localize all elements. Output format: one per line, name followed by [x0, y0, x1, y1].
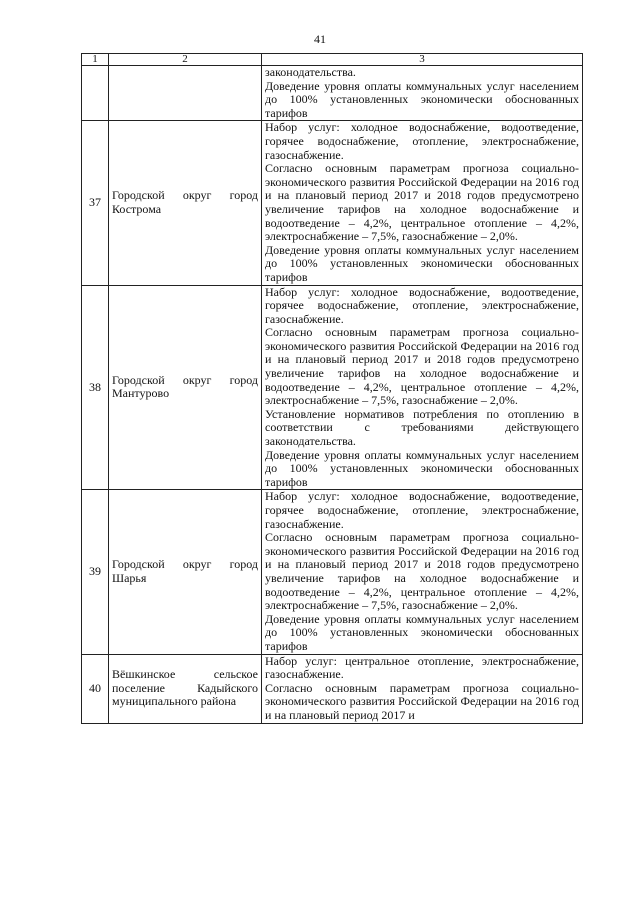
measure-paragraph: Доведение уровня оплаты коммунальных услуг населением до 100% установленных экономически обоснованных тарифов [265, 78, 579, 120]
measure-paragraph: Установление нормативов потребления по отоплению в соответствии с требованиями действующего законодательства. [265, 406, 579, 449]
row-number: 39 [82, 490, 109, 654]
measure-paragraph: Доведение уровня оплаты коммунальных услуг населением до 100% установленных экономически обоснованных тарифов [265, 611, 579, 653]
measure-paragraph: Согласно основным параметрам прогноза социально-экономического развития Российской Федерации на 2016 год и на плановый период 2017 и 2018 годов предусмотрено увеличение тарифов на холодное водоснабжение и водоотведение – 4,2%, центральное отопление – 4,2%, электроснабжение – 7,5%, газоснабжение – 2,0%. [265, 325, 579, 408]
municipality-name: Городской округ город Мантурово [109, 285, 262, 490]
measures-cell [262, 490, 583, 654]
measure-paragraph: Набор услуг: центральное отопление, электроснабжение, газоснабжение. [265, 653, 579, 682]
table-row [82, 285, 583, 490]
header-col-3: 3 [262, 54, 583, 66]
measure-paragraph: Согласно основным параметрам прогноза социально-экономического развития Российской Федерации на 2016 год и на плановый период 2017 и 2018 годов предусмотрено увеличение тарифов на холодное водоснабжение и водоотведение – 4,2%, центральное отопление – 4,2%, электроснабжение – 7,5%, газоснабжение – 2,0%. [265, 530, 579, 613]
measure-paragraph: Доведение уровня оплаты коммунальных услуг населением до 100% установленных экономически обоснованных тарифов [265, 447, 579, 489]
measure-paragraph: Набор услуг: холодное водоснабжение, водоотведение, горячее водоснабжение, отопление, электроснабжение, газоснабжение. [265, 120, 579, 162]
table-row [82, 121, 583, 285]
table-row [82, 66, 583, 121]
measure-paragraph: Набор услуг: холодное водоснабжение, водоотведение, горячее водоснабжение, отопление, электроснабжение, газоснабжение. [265, 284, 579, 326]
measure-paragraph: Согласно основным параметрам прогноза социально-экономического развития Российской Федерации на 2016 год и на плановый период 2017 и 2018 годов предусмотрено увеличение тарифов на холодное водоснабжение и водоотведение – 4,2%, центральное отопление – 4,2%, электроснабжение – 7,5%, газоснабжение – 2,0%. [265, 161, 579, 244]
measure-paragraph: Согласно основным параметрам прогноза социально-экономического развития Российской Федерации на 2016 год и на плановый период 2017 и [265, 680, 579, 722]
measures-cell [262, 66, 583, 121]
row-number: 40 [82, 654, 109, 723]
measure-paragraph: законодательства. [265, 65, 356, 79]
table-header-row [82, 54, 583, 66]
measure-paragraph: Набор услуг: холодное водоснабжение, водоотведение, горячее водоснабжение, отопление, электроснабжение, газоснабжение. [265, 489, 579, 531]
page-number: 41 [314, 32, 326, 46]
row-number [82, 66, 109, 121]
municipality-name [109, 66, 262, 121]
table-row [82, 490, 583, 654]
measures-cell [262, 285, 583, 490]
measures-cell [262, 121, 583, 285]
table-row [82, 654, 583, 723]
municipality-name: Вёшкинское сельское поселение Кадыйского муниципального района [109, 654, 262, 723]
header-col-1: 1 [82, 54, 109, 66]
measures-cell [262, 654, 583, 723]
measure-paragraph: Доведение уровня оплаты коммунальных услуг населением до 100% установленных экономически обоснованных тарифов [265, 242, 579, 284]
municipality-name: Городской округ город Шарья [109, 490, 262, 654]
row-number: 37 [82, 121, 109, 285]
tariff-table [81, 53, 583, 724]
row-number: 38 [82, 285, 109, 490]
municipality-name: Городской округ город Кострома [109, 121, 262, 285]
header-col-2: 2 [109, 54, 262, 66]
